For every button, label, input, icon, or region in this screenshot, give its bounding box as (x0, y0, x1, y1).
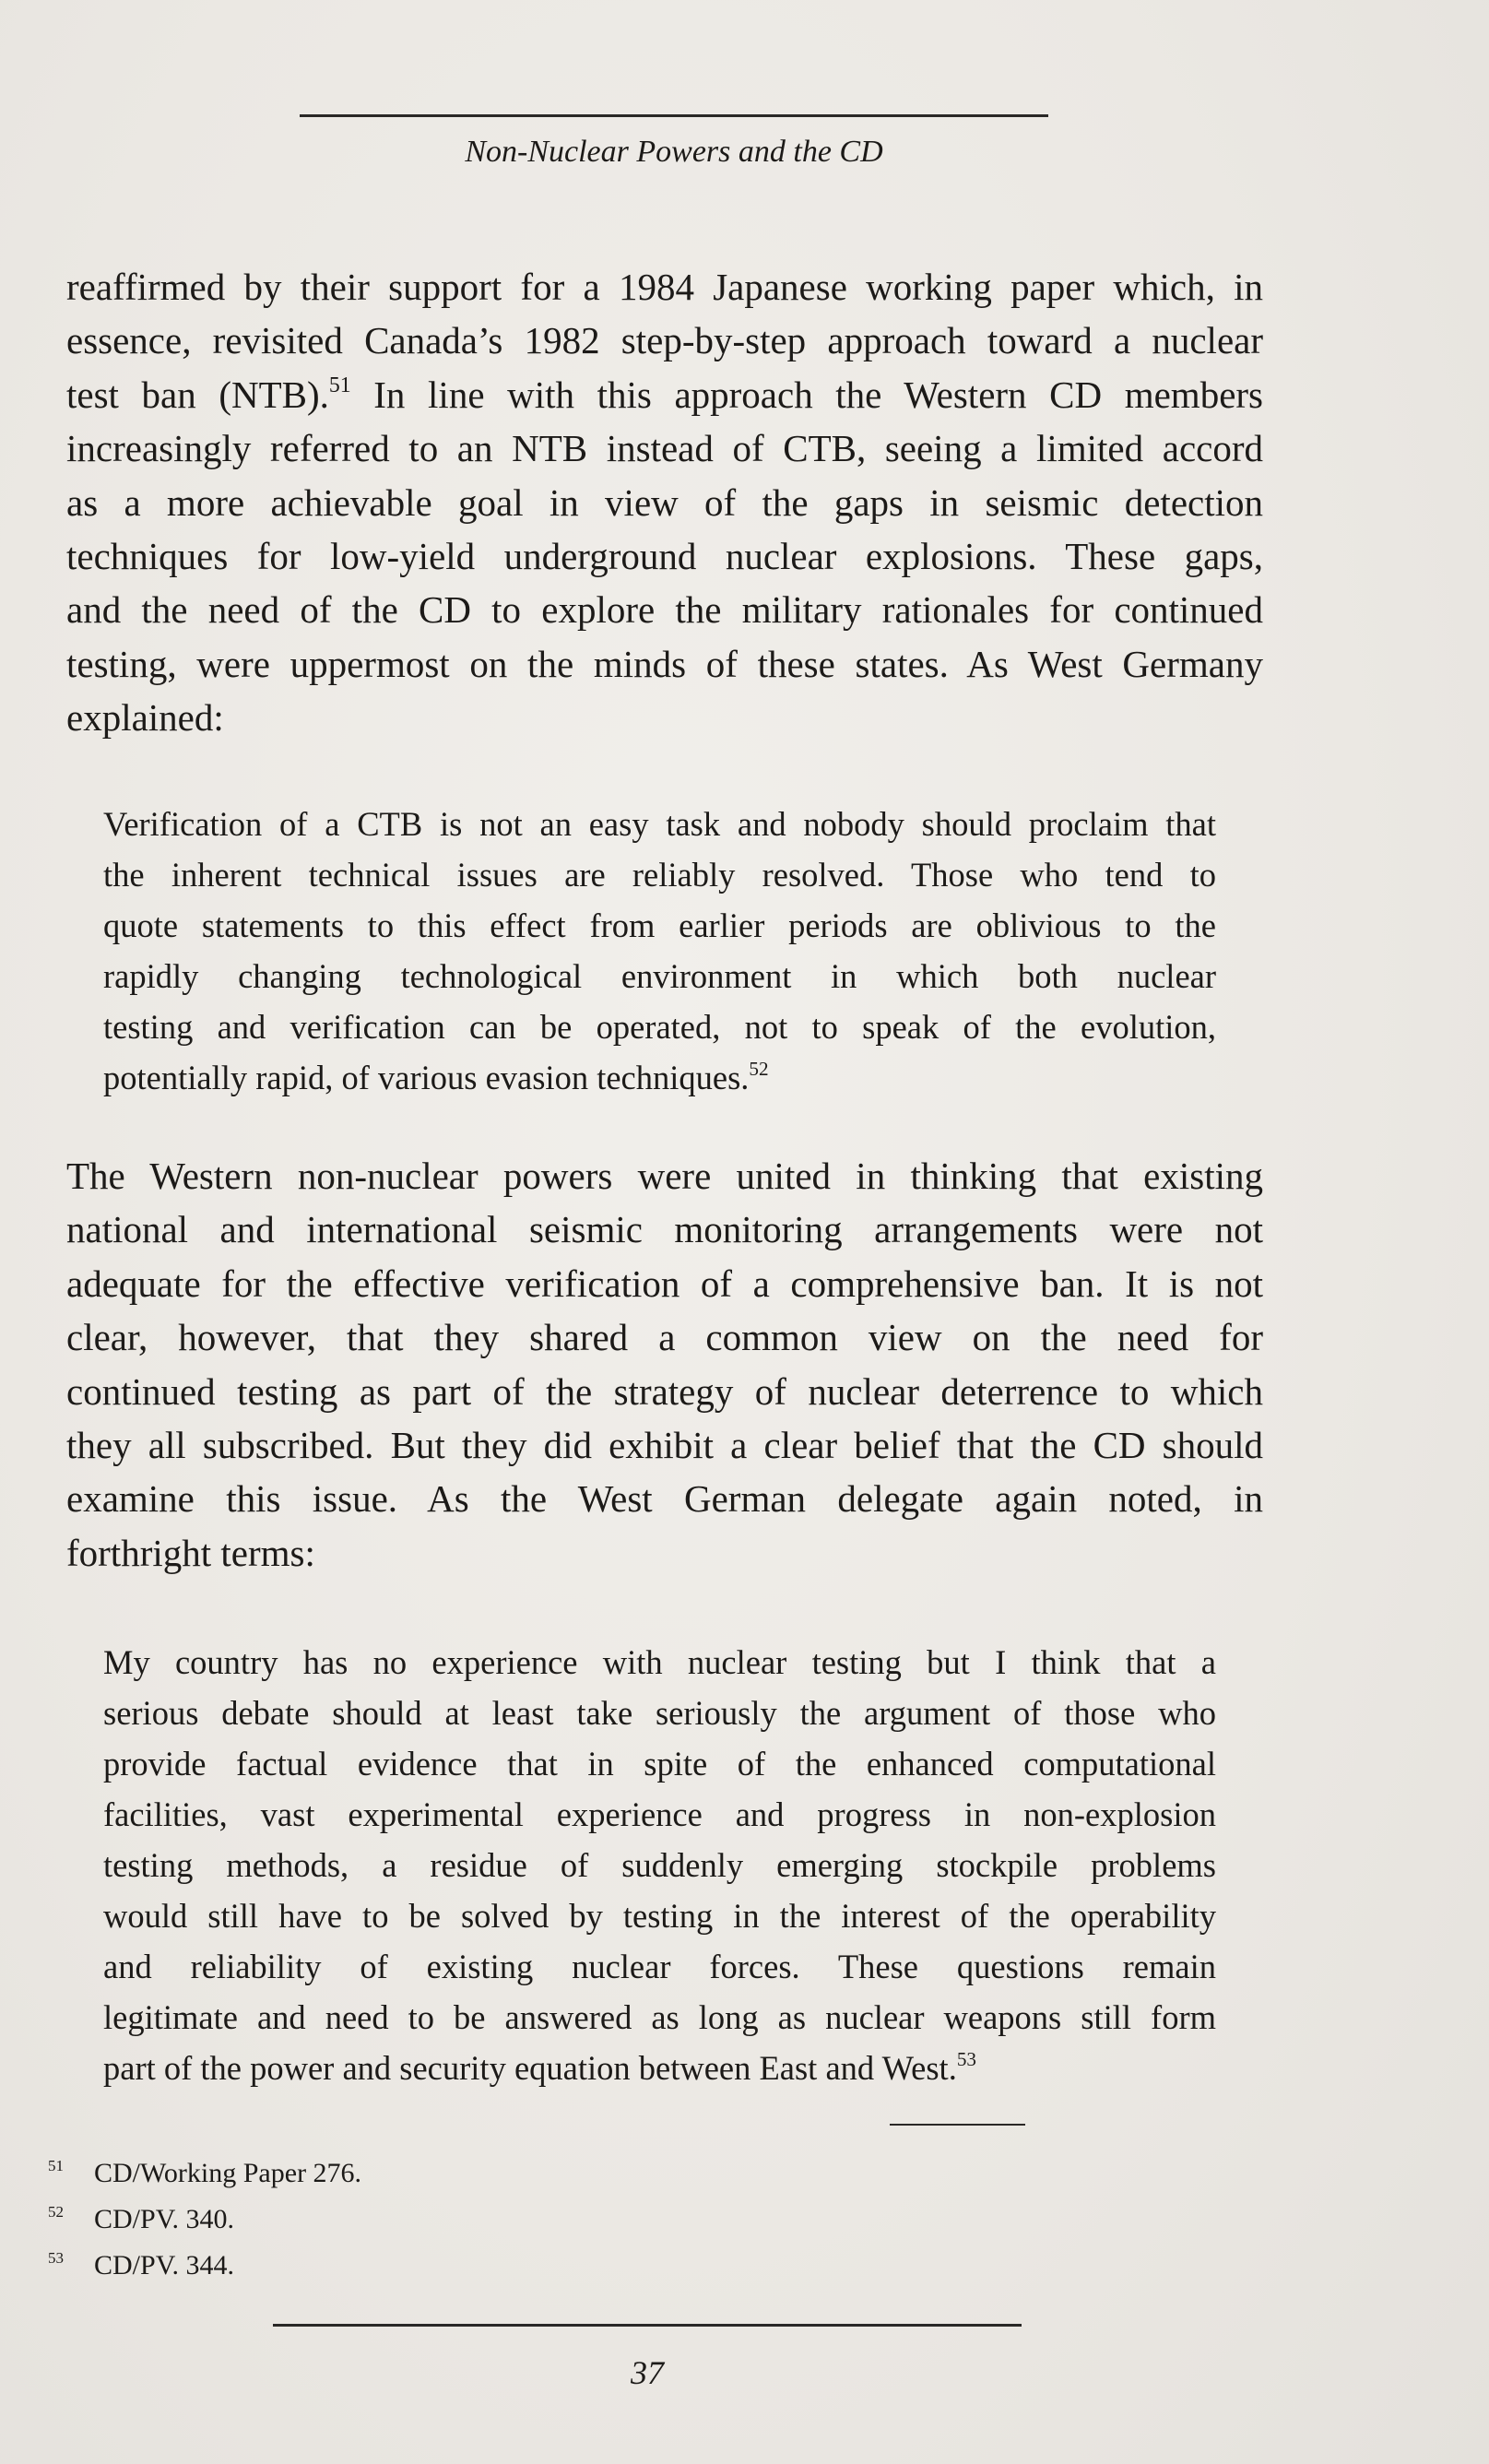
text-line: and the need of the CD to explore the military rationales for continued (66, 588, 1263, 632)
text-line: reaffirmed by their support for a 1984 Japanese working paper which, in (66, 266, 1263, 308)
page-number: 37 (631, 2354, 664, 2391)
text-line: testing, were uppermost on the minds of these states. As West Germany (66, 642, 1263, 685)
text-line: clear, however, that they shared a common view on the need for (66, 1316, 1263, 1359)
text-line: increasingly referred to an NTB instead of CTB, seeing a limited accord (66, 427, 1263, 470)
text-line: as a more achievable goal in view of the gaps in seismic detection (66, 480, 1263, 524)
footnote-ref-53[interactable]: 53 (956, 2047, 976, 2070)
header-rule (300, 114, 1048, 117)
quote-line: would still have to be solved by testing in the interest of the operability (103, 1897, 1216, 1935)
text-line: The Western non-nuclear powers were united in thinking that existing (66, 1155, 1263, 1197)
text-line (66, 368, 1263, 421)
text-fragment: test ban (NTB). (66, 373, 329, 416)
text-line: continued testing as part of the strategy of nuclear deterrence to which (66, 1369, 1263, 1413)
text-line (66, 314, 1263, 367)
quote-line: My country has no experience with nuclear testing but I think that a (103, 1643, 1216, 1681)
quote-line: the inherent technical issues are reliably resolved. Those who tend to (103, 856, 1216, 894)
footnote-ref-51[interactable]: 51 (328, 373, 351, 397)
quote-line: testing methods, a residue of suddenly emerging stockpile problems (103, 1846, 1216, 1884)
text-fragment: part of the power and security equation between East and West. (103, 2049, 957, 2087)
paragraph-1 (66, 260, 1263, 745)
quote-line: Verification of a CTB is not an easy task and nobody should proclaim that (103, 805, 1216, 843)
footnote-text: CD/PV. 340. (94, 2204, 234, 2234)
quote-line: serious debate should at least take seriously the argument of those who (103, 1694, 1216, 1732)
paragraph-2 (66, 1149, 1263, 1580)
footnotes (48, 2147, 361, 2285)
text-fragment: potentially rapid, of various evasion techniques. (103, 1059, 750, 1096)
quote-line (103, 2043, 1216, 2093)
text-fragment: essence, revisited Canada’s 1982 step-by-step approach toward a nuclear (66, 319, 1263, 362)
text-line: forthright terms: (66, 1531, 315, 1574)
text-line: national and international seismic monitoring arrangements were not (66, 1208, 1263, 1251)
quote-line: testing and verification can be operated, not to speak of the evolution, (103, 1008, 1216, 1046)
quote-line: and reliability of existing nuclear forces. These questions remain (103, 1948, 1216, 1985)
footnote-52 (48, 2193, 361, 2239)
footnote-text: CD/PV. 344. (94, 2250, 234, 2280)
text-line: techniques for low-yield underground nuclear explosions. These gaps, (66, 535, 1263, 578)
block-quote-1 (103, 799, 1216, 1103)
quote-line: legitimate and need to be answered as long as nuclear weapons still form (103, 1998, 1216, 2036)
text-line: adequate for the effective verification of a comprehensive ban. It is not (66, 1262, 1263, 1305)
footer-rule (273, 2324, 1022, 2327)
quote-line: facilities, vast experimental experience and progress in non-explosion (103, 1795, 1216, 1833)
footnote-rule (890, 2124, 1025, 2126)
footnote-text: CD/Working Paper 276. (94, 2158, 362, 2188)
footnote-51 (48, 2147, 361, 2193)
text-line: explained: (66, 696, 224, 740)
footnote-number: 53 (48, 2249, 64, 2267)
text-fragment: In line with this approach the Western CD members (373, 373, 1263, 416)
quote-line: quote statements to this effect from earlier periods are oblivious to the (103, 906, 1216, 944)
quote-line (103, 1052, 1216, 1103)
footnote-number: 52 (48, 2203, 64, 2221)
quote-line: provide factual evidence that in spite of the enhanced computational (103, 1745, 1216, 1783)
footnote-number: 51 (48, 2157, 64, 2174)
footnote-53 (48, 2239, 361, 2285)
footnote-ref-52[interactable]: 52 (749, 1057, 769, 1080)
running-title: Non-Nuclear Powers and the CD (465, 135, 883, 169)
quote-line: rapidly changing technological environment in which both nuclear (103, 957, 1216, 995)
text-line: they all subscribed. But they did exhibit a clear belief that the CD should (66, 1424, 1263, 1467)
text-line: examine this issue. As the West German delegate again noted, in (66, 1477, 1263, 1521)
block-quote-2 (103, 1637, 1216, 2093)
